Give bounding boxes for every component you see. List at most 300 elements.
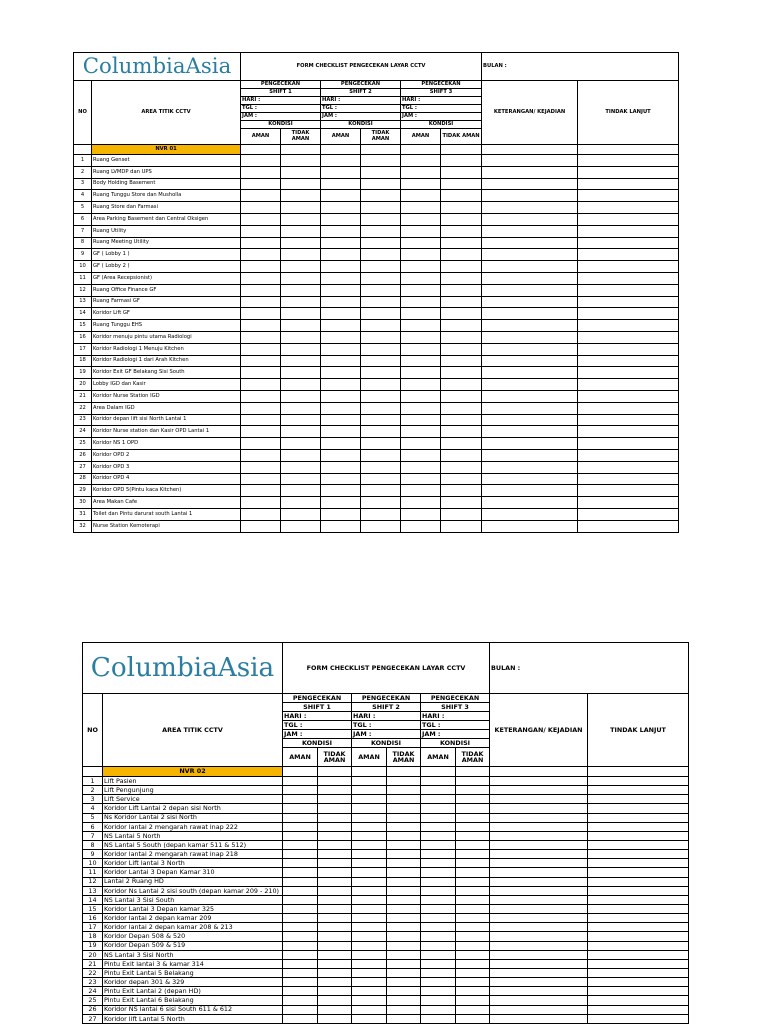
- tindak-lanjut-cell[interactable]: [578, 308, 679, 320]
- keterangan-cell[interactable]: [490, 786, 588, 795]
- keterangan-cell[interactable]: [482, 261, 578, 273]
- check-cell[interactable]: [456, 831, 490, 840]
- check-cell[interactable]: [421, 840, 456, 849]
- tindak-lanjut-cell[interactable]: [588, 868, 689, 877]
- check-cell[interactable]: [352, 786, 387, 795]
- check-cell[interactable]: [281, 145, 321, 155]
- check-cell[interactable]: [421, 950, 456, 959]
- check-cell[interactable]: [241, 272, 281, 284]
- check-cell[interactable]: [421, 923, 456, 932]
- check-cell[interactable]: [456, 795, 490, 804]
- check-cell[interactable]: [387, 877, 421, 886]
- keterangan-cell[interactable]: [490, 850, 588, 859]
- check-cell[interactable]: [321, 249, 361, 261]
- check-cell[interactable]: [241, 261, 281, 273]
- check-cell[interactable]: [421, 932, 456, 941]
- keterangan-cell[interactable]: [482, 166, 578, 178]
- tindak-lanjut-cell[interactable]: [588, 914, 689, 923]
- check-cell[interactable]: [318, 868, 352, 877]
- check-cell[interactable]: [321, 225, 361, 237]
- check-cell[interactable]: [283, 895, 318, 904]
- check-cell[interactable]: [456, 959, 490, 968]
- keterangan-cell[interactable]: [490, 914, 588, 923]
- check-cell[interactable]: [321, 166, 361, 178]
- check-cell[interactable]: [281, 508, 321, 520]
- check-cell[interactable]: [387, 987, 421, 996]
- check-cell[interactable]: [241, 225, 281, 237]
- tindak-lanjut-cell[interactable]: [588, 840, 689, 849]
- check-cell[interactable]: [361, 237, 401, 249]
- tindak-lanjut-cell[interactable]: [578, 190, 679, 202]
- tindak-lanjut-cell[interactable]: [578, 261, 679, 273]
- check-cell[interactable]: [401, 520, 441, 532]
- check-cell[interactable]: [318, 1014, 352, 1023]
- check-cell[interactable]: [441, 390, 482, 402]
- tindak-lanjut-cell[interactable]: [578, 426, 679, 438]
- check-cell[interactable]: [361, 296, 401, 308]
- check-cell[interactable]: [283, 886, 318, 895]
- tindak-lanjut-cell[interactable]: [588, 950, 689, 959]
- check-cell[interactable]: [456, 859, 490, 868]
- check-cell[interactable]: [387, 786, 421, 795]
- keterangan-cell[interactable]: [490, 978, 588, 987]
- check-cell[interactable]: [401, 320, 441, 332]
- check-cell[interactable]: [361, 343, 401, 355]
- check-cell[interactable]: [283, 877, 318, 886]
- check-cell[interactable]: [441, 261, 482, 273]
- check-cell[interactable]: [441, 379, 482, 391]
- check-cell[interactable]: [321, 237, 361, 249]
- check-cell[interactable]: [456, 932, 490, 941]
- check-cell[interactable]: [318, 1005, 352, 1014]
- check-cell[interactable]: [421, 1005, 456, 1014]
- check-cell[interactable]: [321, 426, 361, 438]
- check-cell[interactable]: [387, 996, 421, 1005]
- check-cell[interactable]: [283, 831, 318, 840]
- check-cell[interactable]: [456, 877, 490, 886]
- check-cell[interactable]: [318, 859, 352, 868]
- check-cell[interactable]: [352, 978, 387, 987]
- check-cell[interactable]: [352, 895, 387, 904]
- check-cell[interactable]: [456, 987, 490, 996]
- check-cell[interactable]: [321, 343, 361, 355]
- check-cell[interactable]: [241, 461, 281, 473]
- keterangan-cell[interactable]: [482, 331, 578, 343]
- shift1-tgl[interactable]: TGL :: [241, 105, 321, 113]
- check-cell[interactable]: [361, 225, 401, 237]
- check-cell[interactable]: [352, 1005, 387, 1014]
- check-cell[interactable]: [401, 461, 441, 473]
- check-cell[interactable]: [321, 261, 361, 273]
- check-cell[interactable]: [387, 950, 421, 959]
- check-cell[interactable]: [387, 923, 421, 932]
- check-cell[interactable]: [283, 914, 318, 923]
- check-cell[interactable]: [456, 914, 490, 923]
- check-cell[interactable]: [321, 190, 361, 202]
- check-cell[interactable]: [241, 367, 281, 379]
- tindak-lanjut-cell[interactable]: [578, 473, 679, 485]
- check-cell[interactable]: [421, 895, 456, 904]
- check-cell[interactable]: [387, 1014, 421, 1023]
- check-cell[interactable]: [283, 804, 318, 813]
- check-cell[interactable]: [352, 831, 387, 840]
- keterangan-cell[interactable]: [482, 438, 578, 450]
- check-cell[interactable]: [421, 786, 456, 795]
- check-cell[interactable]: [387, 978, 421, 987]
- check-cell[interactable]: [401, 473, 441, 485]
- tindak-lanjut-cell[interactable]: [588, 1014, 689, 1023]
- check-cell[interactable]: [387, 1005, 421, 1014]
- check-cell[interactable]: [361, 402, 401, 414]
- keterangan-cell[interactable]: [490, 950, 588, 959]
- keterangan-cell[interactable]: [482, 390, 578, 402]
- tindak-lanjut-cell[interactable]: [578, 320, 679, 332]
- shift1-tgl[interactable]: TGL :: [283, 721, 352, 730]
- check-cell[interactable]: [241, 355, 281, 367]
- check-cell[interactable]: [421, 767, 456, 777]
- check-cell[interactable]: [456, 822, 490, 831]
- check-cell[interactable]: [318, 767, 352, 777]
- check-cell[interactable]: [441, 485, 482, 497]
- check-cell[interactable]: [441, 438, 482, 450]
- check-cell[interactable]: [421, 831, 456, 840]
- shift3-jam[interactable]: JAM :: [401, 113, 482, 121]
- check-cell[interactable]: [361, 272, 401, 284]
- check-cell[interactable]: [441, 449, 482, 461]
- check-cell[interactable]: [241, 390, 281, 402]
- keterangan-cell[interactable]: [482, 379, 578, 391]
- check-cell[interactable]: [456, 895, 490, 904]
- check-cell[interactable]: [401, 497, 441, 509]
- check-cell[interactable]: [321, 320, 361, 332]
- check-cell[interactable]: [281, 355, 321, 367]
- check-cell[interactable]: [441, 145, 482, 155]
- check-cell[interactable]: [352, 795, 387, 804]
- check-cell[interactable]: [281, 272, 321, 284]
- check-cell[interactable]: [401, 438, 441, 450]
- keterangan-cell[interactable]: [482, 225, 578, 237]
- keterangan-cell[interactable]: [482, 308, 578, 320]
- check-cell[interactable]: [321, 296, 361, 308]
- tindak-lanjut-cell[interactable]: [578, 284, 679, 296]
- check-cell[interactable]: [281, 261, 321, 273]
- shift2-hari[interactable]: HARI :: [352, 712, 421, 721]
- check-cell[interactable]: [283, 850, 318, 859]
- check-cell[interactable]: [401, 355, 441, 367]
- check-cell[interactable]: [318, 978, 352, 987]
- check-cell[interactable]: [281, 308, 321, 320]
- tindak-lanjut-cell[interactable]: [578, 331, 679, 343]
- check-cell[interactable]: [241, 166, 281, 178]
- check-cell[interactable]: [281, 426, 321, 438]
- check-cell[interactable]: [241, 178, 281, 190]
- check-cell[interactable]: [241, 190, 281, 202]
- check-cell[interactable]: [361, 390, 401, 402]
- check-cell[interactable]: [401, 178, 441, 190]
- check-cell[interactable]: [281, 284, 321, 296]
- tindak-lanjut-cell[interactable]: [578, 461, 679, 473]
- check-cell[interactable]: [318, 877, 352, 886]
- keterangan-cell[interactable]: [490, 767, 588, 777]
- check-cell[interactable]: [318, 950, 352, 959]
- check-cell[interactable]: [352, 996, 387, 1005]
- check-cell[interactable]: [281, 225, 321, 237]
- check-cell[interactable]: [441, 296, 482, 308]
- check-cell[interactable]: [387, 959, 421, 968]
- check-cell[interactable]: [283, 941, 318, 950]
- keterangan-cell[interactable]: [490, 904, 588, 913]
- check-cell[interactable]: [283, 987, 318, 996]
- keterangan-cell[interactable]: [482, 178, 578, 190]
- check-cell[interactable]: [361, 449, 401, 461]
- check-cell[interactable]: [281, 296, 321, 308]
- check-cell[interactable]: [361, 331, 401, 343]
- keterangan-cell[interactable]: [482, 249, 578, 261]
- check-cell[interactable]: [401, 249, 441, 261]
- check-cell[interactable]: [441, 461, 482, 473]
- check-cell[interactable]: [352, 932, 387, 941]
- tindak-lanjut-cell[interactable]: [578, 202, 679, 214]
- check-cell[interactable]: [361, 508, 401, 520]
- check-cell[interactable]: [283, 968, 318, 977]
- check-cell[interactable]: [318, 895, 352, 904]
- tindak-lanjut-cell[interactable]: [578, 155, 679, 167]
- check-cell[interactable]: [441, 190, 482, 202]
- check-cell[interactable]: [421, 795, 456, 804]
- check-cell[interactable]: [321, 367, 361, 379]
- check-cell[interactable]: [321, 520, 361, 532]
- check-cell[interactable]: [441, 272, 482, 284]
- check-cell[interactable]: [283, 859, 318, 868]
- check-cell[interactable]: [401, 166, 441, 178]
- check-cell[interactable]: [318, 840, 352, 849]
- check-cell[interactable]: [321, 508, 361, 520]
- check-cell[interactable]: [352, 950, 387, 959]
- check-cell[interactable]: [283, 959, 318, 968]
- check-cell[interactable]: [387, 777, 421, 786]
- tindak-lanjut-cell[interactable]: [588, 978, 689, 987]
- check-cell[interactable]: [456, 786, 490, 795]
- keterangan-cell[interactable]: [482, 485, 578, 497]
- check-cell[interactable]: [387, 822, 421, 831]
- check-cell[interactable]: [401, 426, 441, 438]
- check-cell[interactable]: [318, 822, 352, 831]
- shift2-tgl[interactable]: TGL :: [321, 105, 401, 113]
- tindak-lanjut-cell[interactable]: [578, 237, 679, 249]
- check-cell[interactable]: [318, 904, 352, 913]
- tindak-lanjut-cell[interactable]: [578, 225, 679, 237]
- check-cell[interactable]: [283, 840, 318, 849]
- check-cell[interactable]: [456, 804, 490, 813]
- tindak-lanjut-cell[interactable]: [588, 996, 689, 1005]
- check-cell[interactable]: [441, 402, 482, 414]
- check-cell[interactable]: [281, 331, 321, 343]
- check-cell[interactable]: [318, 886, 352, 895]
- check-cell[interactable]: [318, 959, 352, 968]
- check-cell[interactable]: [441, 166, 482, 178]
- check-cell[interactable]: [352, 914, 387, 923]
- check-cell[interactable]: [352, 987, 387, 996]
- check-cell[interactable]: [441, 202, 482, 214]
- check-cell[interactable]: [241, 473, 281, 485]
- check-cell[interactable]: [283, 932, 318, 941]
- check-cell[interactable]: [421, 959, 456, 968]
- keterangan-cell[interactable]: [482, 497, 578, 509]
- check-cell[interactable]: [352, 877, 387, 886]
- check-cell[interactable]: [281, 379, 321, 391]
- check-cell[interactable]: [441, 284, 482, 296]
- check-cell[interactable]: [421, 859, 456, 868]
- check-cell[interactable]: [387, 804, 421, 813]
- shift1-jam[interactable]: JAM :: [241, 113, 321, 121]
- check-cell[interactable]: [361, 367, 401, 379]
- check-cell[interactable]: [456, 904, 490, 913]
- check-cell[interactable]: [241, 249, 281, 261]
- check-cell[interactable]: [361, 379, 401, 391]
- check-cell[interactable]: [421, 987, 456, 996]
- check-cell[interactable]: [281, 343, 321, 355]
- check-cell[interactable]: [241, 497, 281, 509]
- tindak-lanjut-cell[interactable]: [588, 904, 689, 913]
- keterangan-cell[interactable]: [482, 402, 578, 414]
- check-cell[interactable]: [401, 284, 441, 296]
- tindak-lanjut-cell[interactable]: [588, 886, 689, 895]
- check-cell[interactable]: [441, 155, 482, 167]
- check-cell[interactable]: [361, 202, 401, 214]
- check-cell[interactable]: [387, 895, 421, 904]
- check-cell[interactable]: [283, 777, 318, 786]
- check-cell[interactable]: [441, 473, 482, 485]
- tindak-lanjut-cell[interactable]: [578, 379, 679, 391]
- check-cell[interactable]: [441, 249, 482, 261]
- keterangan-cell[interactable]: [482, 190, 578, 202]
- keterangan-cell[interactable]: [482, 508, 578, 520]
- check-cell[interactable]: [281, 155, 321, 167]
- check-cell[interactable]: [352, 868, 387, 877]
- check-cell[interactable]: [281, 202, 321, 214]
- check-cell[interactable]: [361, 308, 401, 320]
- check-cell[interactable]: [352, 840, 387, 849]
- keterangan-cell[interactable]: [482, 473, 578, 485]
- check-cell[interactable]: [441, 343, 482, 355]
- check-cell[interactable]: [281, 461, 321, 473]
- keterangan-cell[interactable]: [490, 777, 588, 786]
- check-cell[interactable]: [318, 813, 352, 822]
- check-cell[interactable]: [421, 850, 456, 859]
- check-cell[interactable]: [441, 355, 482, 367]
- check-cell[interactable]: [321, 485, 361, 497]
- check-cell[interactable]: [387, 840, 421, 849]
- check-cell[interactable]: [283, 923, 318, 932]
- shift1-hari[interactable]: HARI :: [283, 712, 352, 721]
- shift3-tgl[interactable]: TGL :: [421, 721, 490, 730]
- check-cell[interactable]: [387, 904, 421, 913]
- keterangan-cell[interactable]: [490, 941, 588, 950]
- check-cell[interactable]: [401, 414, 441, 426]
- check-cell[interactable]: [456, 941, 490, 950]
- check-cell[interactable]: [321, 449, 361, 461]
- tindak-lanjut-cell[interactable]: [578, 497, 679, 509]
- check-cell[interactable]: [361, 520, 401, 532]
- check-cell[interactable]: [281, 520, 321, 532]
- check-cell[interactable]: [352, 959, 387, 968]
- keterangan-cell[interactable]: [490, 831, 588, 840]
- check-cell[interactable]: [281, 390, 321, 402]
- check-cell[interactable]: [361, 213, 401, 225]
- check-cell[interactable]: [361, 155, 401, 167]
- keterangan-cell[interactable]: [482, 343, 578, 355]
- check-cell[interactable]: [241, 343, 281, 355]
- check-cell[interactable]: [361, 355, 401, 367]
- check-cell[interactable]: [241, 426, 281, 438]
- check-cell[interactable]: [421, 904, 456, 913]
- check-cell[interactable]: [401, 145, 441, 155]
- check-cell[interactable]: [456, 813, 490, 822]
- check-cell[interactable]: [401, 331, 441, 343]
- keterangan-cell[interactable]: [482, 202, 578, 214]
- keterangan-cell[interactable]: [482, 155, 578, 167]
- check-cell[interactable]: [321, 461, 361, 473]
- check-cell[interactable]: [241, 296, 281, 308]
- check-cell[interactable]: [281, 485, 321, 497]
- check-cell[interactable]: [321, 414, 361, 426]
- check-cell[interactable]: [318, 786, 352, 795]
- check-cell[interactable]: [241, 508, 281, 520]
- check-cell[interactable]: [241, 237, 281, 249]
- check-cell[interactable]: [421, 804, 456, 813]
- check-cell[interactable]: [361, 438, 401, 450]
- check-cell[interactable]: [401, 379, 441, 391]
- check-cell[interactable]: [401, 272, 441, 284]
- tindak-lanjut-cell[interactable]: [588, 804, 689, 813]
- tindak-lanjut-cell[interactable]: [578, 390, 679, 402]
- check-cell[interactable]: [387, 813, 421, 822]
- check-cell[interactable]: [361, 414, 401, 426]
- check-cell[interactable]: [318, 996, 352, 1005]
- check-cell[interactable]: [321, 497, 361, 509]
- check-cell[interactable]: [361, 249, 401, 261]
- check-cell[interactable]: [241, 414, 281, 426]
- check-cell[interactable]: [352, 941, 387, 950]
- keterangan-cell[interactable]: [490, 987, 588, 996]
- tindak-lanjut-cell[interactable]: [588, 831, 689, 840]
- check-cell[interactable]: [401, 237, 441, 249]
- check-cell[interactable]: [281, 190, 321, 202]
- shift1-hari[interactable]: HARI :: [241, 97, 321, 105]
- check-cell[interactable]: [361, 461, 401, 473]
- check-cell[interactable]: [241, 155, 281, 167]
- check-cell[interactable]: [318, 941, 352, 950]
- shift3-tgl[interactable]: TGL :: [401, 105, 482, 113]
- tindak-lanjut-cell[interactable]: [588, 767, 689, 777]
- check-cell[interactable]: [321, 308, 361, 320]
- check-cell[interactable]: [421, 777, 456, 786]
- check-cell[interactable]: [321, 473, 361, 485]
- check-cell[interactable]: [421, 914, 456, 923]
- check-cell[interactable]: [441, 508, 482, 520]
- check-cell[interactable]: [361, 145, 401, 155]
- check-cell[interactable]: [241, 438, 281, 450]
- check-cell[interactable]: [241, 284, 281, 296]
- check-cell[interactable]: [321, 331, 361, 343]
- check-cell[interactable]: [283, 904, 318, 913]
- check-cell[interactable]: [318, 932, 352, 941]
- check-cell[interactable]: [421, 1014, 456, 1023]
- check-cell[interactable]: [241, 402, 281, 414]
- check-cell[interactable]: [352, 886, 387, 895]
- check-cell[interactable]: [318, 804, 352, 813]
- check-cell[interactable]: [441, 331, 482, 343]
